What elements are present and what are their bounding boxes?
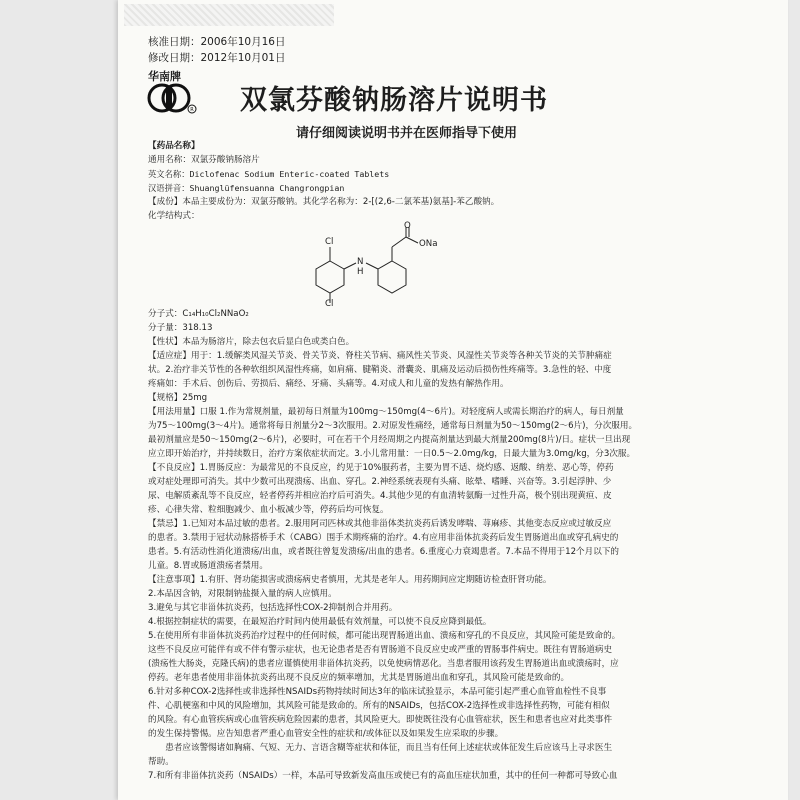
precautions-line: 3.避免与其它非甾体抗炎药，包括选择性COX-2抑制剂合并用药。 xyxy=(148,603,398,613)
contraindications-line: 患者。5.有活动性消化道溃疡/出血，或者既往曾复发溃疡/出血的患者。6.重度心力衰竭患者。7.本品不得用于12个月以下的 xyxy=(148,547,620,557)
approval-date: 核准日期：2006年10月16日 xyxy=(148,36,286,48)
precautions-line: 5.在使用所有非甾体抗炎药治疗过程中的任何时候，都可能出现胃肠道出血、溃疡和穿孔的不良反应，其风险可能是致命的。 xyxy=(148,631,621,641)
precautions-line: 这些不良反应可能伴有或不伴有警示症状，也无论患者是否有胃肠道不良反应史或严重的胃肠事件病史。既往有胃肠道病史 xyxy=(148,645,613,655)
document-subtitle: 请仔细阅读说明书并在医师指导下使用 xyxy=(296,126,518,141)
precautions-line: 件、心肌梗塞和中风的风险增加，其风险可能是致命的。所有的NSAIDs，包括COX-2选择性或非选择性药物，可能有相似 xyxy=(148,701,610,711)
adverse-line: 或对症处理即可消失。其中少数可出现溃疡、出血、穿孔。2.神经系统表现有头痛、眩晕、嗜睡、兴奋等。3.引起浮肿、少 xyxy=(148,477,612,487)
adverse-line: 【不良反应】1.胃肠反应：为最常见的不良反应，约见于10%服药者，主要为胃不适、烧灼感、返酸、纳差、恶心等，停药 xyxy=(148,463,614,473)
struct-carbonyl-o: O xyxy=(404,221,411,231)
precautions-line: 6.针对多种COX-2选择性或非选择性NSAIDs药物持续时间达3年的临床试验显示，本品可能引起严重心血管血栓性不良事 xyxy=(148,687,607,697)
brand-logo-icon xyxy=(146,80,198,116)
svg-text:R: R xyxy=(190,107,194,113)
adverse-line: 尿、电解质紊乱等不良反应，轻者停药并相应治疗后可消失。4.其他少见的有血清转氨酶一过性升高，极个别出现黄疸、皮 xyxy=(148,491,612,501)
structure-diagram xyxy=(268,223,468,307)
generic-name: 通用名称：双氯芬酸钠肠溶片 xyxy=(148,155,260,165)
precautions-line: 的风险。有心血管疾病或心血管疾病危险因素的患者，其风险更大。即使既往没有心血管症状，医生和患者也应对此类事件 xyxy=(148,715,613,725)
pinyin-name: 汉语拼音：Shuanglüfensuanna Changrongpian xyxy=(148,183,345,193)
drug-name-heading: 【药品名称】 xyxy=(148,141,200,151)
contraindications-line: 的患者。3.禁用于冠状动脉搭桥手术（CABG）围手术期疼痛的治疗。4.有应用非甾体抗炎药后发生胃肠道出血或穿孔病史的 xyxy=(148,533,619,543)
specification-text: 【规格】25mg xyxy=(148,393,208,403)
composition-text: 【成份】本品主要成份为：双氯芬酸钠。其化学名称为：2-[(2,6-二氯苯基)氨基]-苯乙酸钠。 xyxy=(148,197,500,207)
indications-line: 【适应症】用于：1.缓解类风湿关节炎、骨关节炎、脊柱关节病、痛风性关节炎、风湿性关节炎等各种关节炎的关节肿痛症 xyxy=(148,351,612,361)
precautions-line: 患者应该警惕诸如胸痛、气短、无力、言语含糊等症状和体征，而且当有任何上述症状或体征发生后应该马上寻求医生 xyxy=(148,743,613,753)
contraindications-section xyxy=(148,517,756,573)
precautions-section xyxy=(148,573,756,783)
document-title: 双氯芬酸钠肠溶片说明书 xyxy=(240,85,548,116)
precautions-line: 的发生保持警惕。应告知患者严重心血管安全性的症状和/或体征以及如果发生应采取的步骤。 xyxy=(148,729,504,739)
dosage-line: 为75～100mg(3～4片)。通常将每日剂量分2～3次服用。2.对原发性痛经，通常每日剂量为50～150mg(2～6片)，分次服用。 xyxy=(148,421,638,431)
molecular-weight: 分子量：318.13 xyxy=(148,323,213,333)
contraindications-line: 【禁忌】1.已知对本品过敏的患者。2.服用阿司匹林或其他非甾体类抗炎药后诱发哮喘、荨麻疹、其他变态反应或过敏反应 xyxy=(148,519,612,529)
properties-text: 【性状】本品为肠溶片，除去包衣后显白色或类白色。 xyxy=(148,337,355,347)
indications-line: 状。2.治疗非关节性的各种软组织风湿性疼痛，如肩痛、腱鞘炎、滑囊炎、肌痛及运动后损伤性疼痛等。3.急性的轻、中度 xyxy=(148,365,612,375)
dosage-line: 应立即开始治疗，并持续数日，治疗方案依症状而定。3.小儿常用量：一日0.5～2.0mg/kg，日最大量为3.0mg/kg，分3次服。 xyxy=(148,449,636,459)
struct-cl-top: Cl xyxy=(325,237,334,247)
brand-name: 华南牌 xyxy=(148,70,181,83)
english-name: 英文名称：Diclofenac Sodium Enteric-coated Tablets xyxy=(148,169,390,179)
struct-nh: N xyxy=(357,257,364,267)
contraindications-line: 儿童。8.胃或肠道溃疡者禁用。 xyxy=(148,561,268,571)
structure-label: 化学结构式： xyxy=(148,211,200,221)
precautions-line: 【注意事项】1.有肝、肾功能损害或溃疡病史者慎用，尤其是老年人。用药期间应定期随访检查肝肾功能。 xyxy=(148,575,552,585)
dosage-section xyxy=(148,405,756,461)
dosage-line: 最初剂量应是50～150mg(2～6片)，必要时，可在若干个月经周期之内提高剂量达到最大剂量200mg(8片)/日。症状一旦出现 xyxy=(148,435,631,445)
precautions-line: 7.和所有非甾体抗炎药（NSAIDs）一样，本品可导致新发高血压或使已有的高血压症状加重，其中的任何一种都可导致心血 xyxy=(148,771,618,781)
adverse-line: 疹、心律失常、粒细胞减少、血小板减少等，停药后均可恢复。 xyxy=(148,505,389,515)
struct-ona: ONa xyxy=(419,239,438,249)
precautions-line: 帮助。 xyxy=(148,757,174,767)
revision-date: 修改日期：2012年10月01日 xyxy=(148,52,286,64)
leaflet-content xyxy=(148,139,756,783)
precautions-line: 4.根据控制症状的需要，在最短治疗时间内使用最低有效剂量，可以使不良反应降到最低。 xyxy=(148,617,492,627)
struct-h: H xyxy=(357,267,364,277)
dosage-line: 【用法用量】口服 1.作为常规剂量，最初每日剂量为100mg～150mg(4～6片)。对轻度病人或需长期治疗的病人，每日剂量 xyxy=(148,407,624,417)
precautions-line: 停药。老年患者使用非甾体抗炎药出现不良反应的频率增加，尤其是胃肠道出血和穿孔，其风险可能是致命的。 xyxy=(148,673,570,683)
scan-stamp-area xyxy=(124,4,334,26)
molecular-formula: 分子式：C₁₄H₁₀Cl₂NNaO₂ xyxy=(148,309,249,319)
indications-line: 疼痛如：手术后、创伤后、劳损后、痛经、牙痛、头痛等。4.对成人和儿童的发热有解热作用。 xyxy=(148,379,509,389)
adverse-section xyxy=(148,461,756,517)
leaflet-page xyxy=(118,0,788,800)
precautions-line: 2.本品因含钠，对限制钠盐摄入量的病人应慎用。 xyxy=(148,589,337,599)
date-block xyxy=(148,34,285,66)
precautions-line: (溃疡性大肠炎，克隆氏病)的患者应谨慎使用非甾体抗炎药，以免使病情恶化。当患者服用该药发生胃肠道出血或溃疡时，应 xyxy=(148,659,619,669)
indications-section xyxy=(148,349,756,391)
struct-cl-bottom: Cl xyxy=(325,299,334,309)
chemical-structure xyxy=(268,223,756,307)
